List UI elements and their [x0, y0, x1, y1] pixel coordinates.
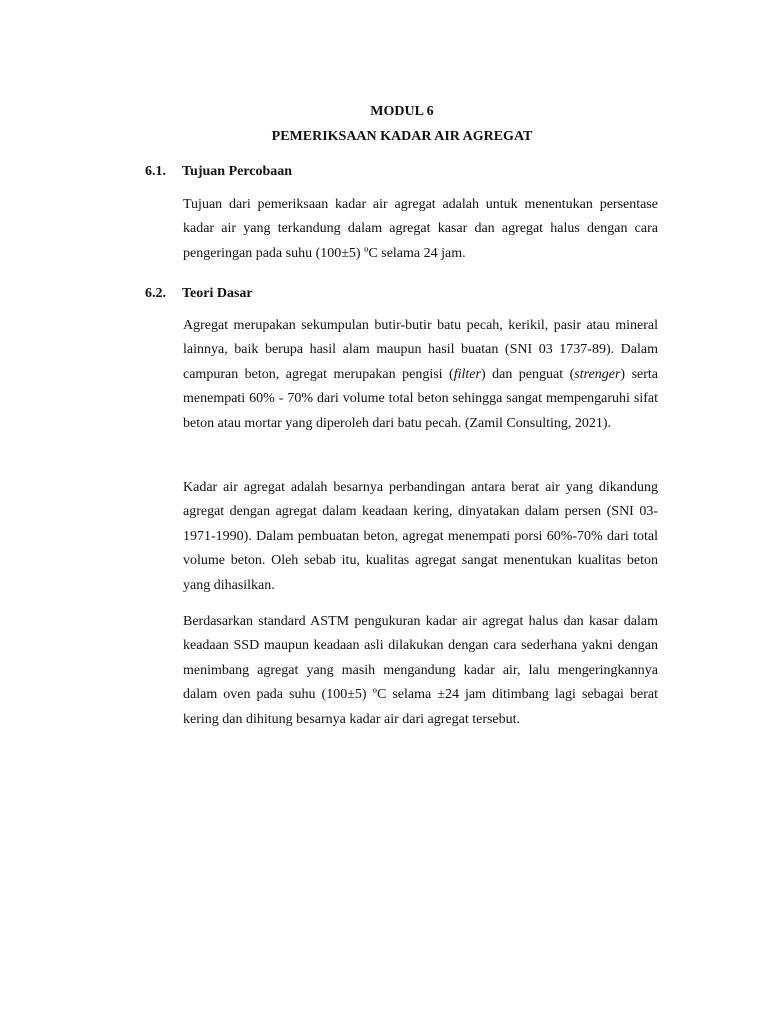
paragraph-teori-2: Kadar air agregat adalah besarnya perbandingan antara berat air yang dikandung agregat dengan agregat dalam keadaan kering, dinyatakan dalam persen (SNI 03-1971-1990). Dalam pembuatan beton, agregat menempati porsi 60%-70% dari total volume beton. Oleh sebab itu, kualitas agregat sangat menentukan kualitas beton yang dihasilkan. — [183, 480, 658, 593]
module-title: PEMERIKSAAN KADAR AIR AGREGAT — [271, 129, 533, 144]
module-label: MODUL 6 — [370, 104, 434, 119]
section-heading-tujuan — [145, 163, 292, 181]
paragraph-teori-3: Berdasarkan standard ASTM pengukuran kadar air agregat halus dan kasar dalam keadaan SSD maupun keadaan asli dilakukan dengan cara sederhana yakni dengan menimbang agregat yang masih mengandung kadar air, lalu mengeringkannya dalam oven pada suhu (100±5) ºC selama ±24 jam ditimbang lagi sebagai berat kering dan dihitung besarnya kadar air dari agregat tersebut. — [183, 614, 658, 727]
section-title: Teori Dasar — [182, 286, 253, 301]
paragraph-teori-1 — [183, 314, 658, 436]
paragraph-tujuan: Tujuan dari pemeriksaan kadar air agregat adalah untuk menentukan persentase kadar air yang terkandung dalam agregat kasar dan agregat halus dengan cara pengeringan pada suhu (100±5) ºC selama 24 jam. — [183, 197, 658, 261]
section-title: Tujuan Percobaan — [182, 164, 293, 179]
term-filter: filter — [453, 366, 481, 382]
term-strenger: strenger — [574, 366, 621, 382]
section-number: 6.1. — [145, 164, 166, 179]
paragraph-text: ) serta menempati 60% - 70% dari volume total beton sehingga sangat mempengaruhi sifat beton atau mortar yang diperoleh dari batu pecah. (Zamil Consulting, 2021). — [183, 366, 658, 431]
section-number: 6.2. — [145, 286, 166, 301]
paragraph-text: ) dan penguat ( — [480, 366, 575, 382]
section-heading-teori — [145, 285, 253, 303]
paragraph-text: Agregat merupakan sekumpulan butir-butir batu pecah, kerikil, pasir atau mineral lainnya, baik berupa hasil alam maupun hasil buatan (SNI 03 1737-89). Dalam campuran beton, agregat merupakan pengisi ( — [183, 318, 658, 382]
